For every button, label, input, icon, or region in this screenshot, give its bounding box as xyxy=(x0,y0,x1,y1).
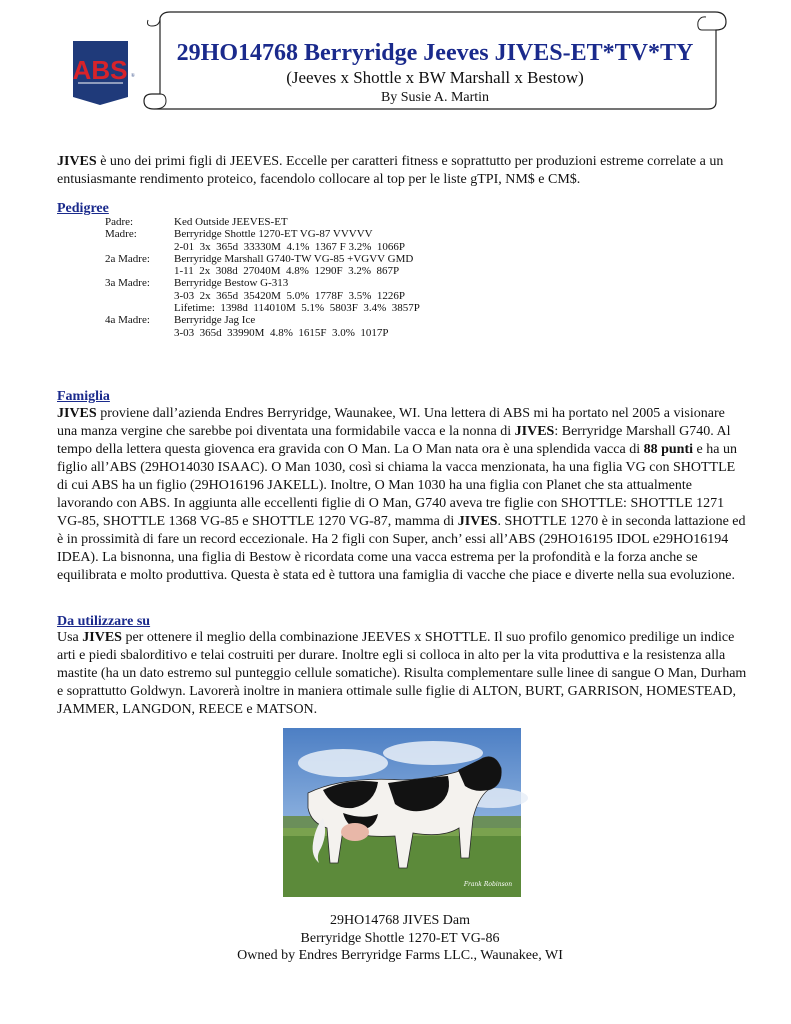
pedigree-label: Madre: xyxy=(105,228,137,241)
intro-text: è uno dei primi figli di JEEVES. Eccelle per caratteri fitness e soprattutto per produzioni estreme correlate a un entusiasmante rendimento proteico, facendolo collocare al top per le liste gTPI, NM$ e CM$. xyxy=(57,154,724,187)
pedigree-row xyxy=(105,314,420,339)
utilizzare-bold-1: JIVES xyxy=(82,630,122,645)
pedigree-values xyxy=(174,314,389,339)
pedigree-line: Lifetime: 1398d 114010M 5.1% 5803F 3.4% 3857P xyxy=(174,302,420,315)
pedigree-row xyxy=(105,228,420,253)
page-title: 29HO14768 Berryridge Jeeves JIVES-ET*TV*TY xyxy=(176,40,694,66)
pedigree-line: Berryridge Marshall G740-TW VG-85 +VGVV GMD xyxy=(174,252,414,265)
pedigree-values xyxy=(174,277,420,314)
intro-bold-name: JIVES xyxy=(57,154,97,169)
photo-caption xyxy=(200,912,600,965)
svg-text:ABS: ABS xyxy=(72,55,128,85)
caption-line-3: Owned by Endres Berryridge Farms LLC., Waunakee, WI xyxy=(237,948,563,963)
famiglia-bold-4: JIVES xyxy=(457,514,498,529)
famiglia-bold-3: 88 punti xyxy=(643,442,694,457)
famiglia-text-4: . SHOTTLE 1270 è in seconda lattazione ed è in prossimità di fare un record eccezionale. Ha 2 figli con Super, anch’ essi all’ABS (29HO16195 IDOL e29HO16194 IDEA). La bisnonna, una figlia di Bestow è ricordata come una vacca estrema per la profondità e la forza anche se equilibrata e molto produttiva. Questa è stata ed è tuttora una famiglia di vacche che piace e diverte nella sua evoluzione. xyxy=(57,514,746,583)
pedigree-line: 3-03 365d 33990M 4.8% 1615F 3.0% 1017P xyxy=(174,326,389,339)
pedigree-label: 2a Madre: xyxy=(105,252,150,265)
pedigree-line: Berryridge Shottle 1270-ET VG-87 VVVVV xyxy=(174,228,373,241)
intro-paragraph xyxy=(57,153,747,189)
pedigree-line: 1-11 2x 308d 27040M 4.8% 1290F 3.2% 867P xyxy=(174,265,400,278)
abs-logo xyxy=(70,37,134,107)
pedigree-values xyxy=(174,216,288,228)
pedigree-line: Berryridge Bestow G-313 xyxy=(174,277,289,290)
pedigree-heading: Pedigree xyxy=(57,201,109,216)
pedigree-label: Padre: xyxy=(105,216,134,228)
pedigree-line: Ked Outside JEEVES-ET xyxy=(174,216,288,228)
famiglia-text-2: : Berryridge Marshall G740. Al tempo della lettera questa giovenca era gravida con O Man. La O Man nata ora è una splendida vacca di xyxy=(57,424,731,457)
photo-watermark: Frank Robinson xyxy=(463,881,513,888)
famiglia-paragraph xyxy=(57,405,747,585)
pedigree-line: 3-03 2x 365d 35420M 5.0% 1778F 3.5% 1226P xyxy=(174,289,406,302)
pedigree-line: Berryridge Jag Ice xyxy=(174,314,256,327)
svg-text:®: ® xyxy=(131,74,135,79)
famiglia-heading: Famiglia xyxy=(57,389,110,404)
utilizzare-paragraph xyxy=(57,629,747,719)
famiglia-text-1: proviene dall’azienda Endres Berryridge, Waunakee, WI. Una lettera di ABS mi ha portato nel 2005 a visionare una manza vergine che sarebbe poi diventata una formidabile vacca e la nonna di xyxy=(57,406,725,439)
author-line: By Susie A. Martin xyxy=(380,90,490,105)
utilizzare-text-1: Usa xyxy=(57,630,83,645)
pedigree-table xyxy=(105,216,420,339)
pedigree-values xyxy=(174,253,413,278)
utilizzare-text-2: per ottenere il meglio della combinazione JEEVES x SHOTTLE. Il suo profilo genomico predilige un indice arti e piedi sbalorditivo e telai costruiti per durare. Inoltre egli si colloca in alto per la vita produttiva e la resistenza alla mastite (ha un dato estremo sul punteggio cellule somatiche). Risulta complementare sulle linee di sangue O Man, Durham e soprattutto Goldwyn. Lavorerà inoltre in maniera ottimale sulle figlie di ALTON, BURT, GARRISON, HOMESTEAD, JAMMER, LANGDON, REECE e MATSON. xyxy=(57,630,747,717)
utilizzare-heading: Da utilizzare su xyxy=(57,614,151,629)
famiglia-bold-1: JIVES xyxy=(57,406,97,421)
famiglia-text-3: e ha un figlio all’ABS (29HO14030 ISAAC). O Man 1030, così si chiama la vacca menzionata, ha una figlia VG con SHOTTLE di cui ABS ha un figlio (29HO16196 JAKELL). Inoltre, O Man 1030 ha una figlia con Planet che sta attualmente lavorando con ABS. In aggiunta alle eccellenti figlie di O Man, G740 aveva tre figlie con SHOTTLE: SHOTTLE 1271 VG-85, SHOTTLE 1368 VG-85 e SHOTTLE 1270 VG-87, mamma di xyxy=(57,442,737,529)
pedigree-values xyxy=(174,228,405,253)
caption-line-1: 29HO14768 JIVES Dam xyxy=(330,913,470,928)
pedigree-row xyxy=(105,216,420,228)
pedigree-row xyxy=(105,277,420,314)
cow-photo xyxy=(283,728,521,897)
pedigree-line: 2-01 3x 365d 33330M 4.1% 1367 F 3.2% 1066P xyxy=(174,240,406,253)
pedigree-row xyxy=(105,253,420,278)
famiglia-bold-2: JIVES xyxy=(514,424,555,439)
caption-line-2: Berryridge Shottle 1270-ET VG-86 xyxy=(300,930,500,946)
pedigree-label: 4a Madre: xyxy=(105,314,150,327)
page-subtitle: (Jeeves x Shottle x BW Marshall x Bestow) xyxy=(286,68,584,87)
pedigree-label: 3a Madre: xyxy=(105,277,150,290)
